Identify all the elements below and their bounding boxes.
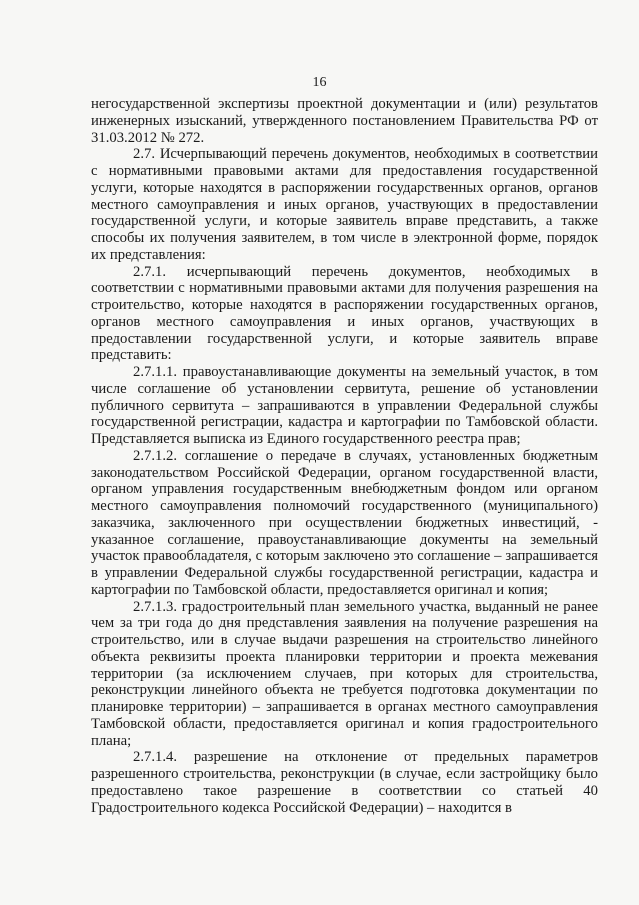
document-body <box>91 96 598 816</box>
paragraph-2-7-1-2: 2.7.1.2. соглашение о передаче в случаях, установленных бюджетным законодательством Российской Федерации, органом государственной власти, органом управления государственным внебюджетным фондом или органом местного самоуправления полномочий государственного (муниципального) заказчика, заключенного при осуществлении бюджетных инвестиций, - указанное соглашение, правоустанавливающие документы на земельный участок правообладателя, с которым заключено это соглашение – запрашивается в управлении Федеральной службы государственной регистрации, кадастра и картографии по Тамбовской области, предоставляется оригинал и копия; <box>91 447 598 598</box>
paragraph-2-7-1-1: 2.7.1.1. правоустанавливающие документы на земельный участок, в том числе соглашение об установлении сервитута, решение об установлении публичного сервитута – запрашиваются в управлении Федеральной службы государственной регистрации, кадастра и картографии по Тамбовской области. Представляется выписка из Единого государственного реестра прав; <box>91 364 598 447</box>
paragraph-expertise-continuation: негосударственной экспертизы проектной документации и (или) результатов инженерных изысканий, утвержденного постановлением Правительства РФ от 31.03.2012 № 272. <box>91 96 598 146</box>
paragraph-2-7: 2.7. Исчерпывающий перечень документов, необходимых в соответствии с нормативными правовыми актами для предоставления государственной услуги, которые находятся в распоряжении государственных органов, органов местного самоуправления и иных органов, участвующих в предоставлении государственной услуги, и которые заявитель вправе представить, а также способы их получения заявителем, в том числе в электронной форме, порядок их представления: <box>91 146 598 263</box>
paragraph-2-7-1-3: 2.7.1.3. градостроительный план земельного участка, выданный не ранее чем за три года до дня представления заявления на получение разрешения на строительство, или в случае выдачи разрешения на строительство линейного объекта реквизиты проекта планировки территории и проекта межевания территории (за исключением случаев, при которых для строительства, реконструкции линейного объекта не требуется подготовка документации по планировке территории) – запрашивается в органах местного самоуправления Тамбовской области, предоставляется оригинал и копия градостроительного плана; <box>91 598 598 749</box>
page-number: 16 <box>312 75 327 90</box>
paragraph-2-7-1: 2.7.1. исчерпывающий перечень документов, необходимых в соответствии с нормативными правовыми актами для получения разрешения на строительство, которые находятся в распоряжении государственных органов, органов местного самоуправления и иных органов, участвующих в предоставлении государственной услуги, и которые заявитель вправе представить: <box>91 263 598 364</box>
paragraph-2-7-1-4: 2.7.1.4. разрешение на отклонение от предельных параметров разрешенного строительства, реконструкции (в случае, если застройщику было предоставлено такое разрешение в соответствии со статьей 40 Градостроительного кодекса Российской Федерации) – находится в <box>91 749 598 816</box>
